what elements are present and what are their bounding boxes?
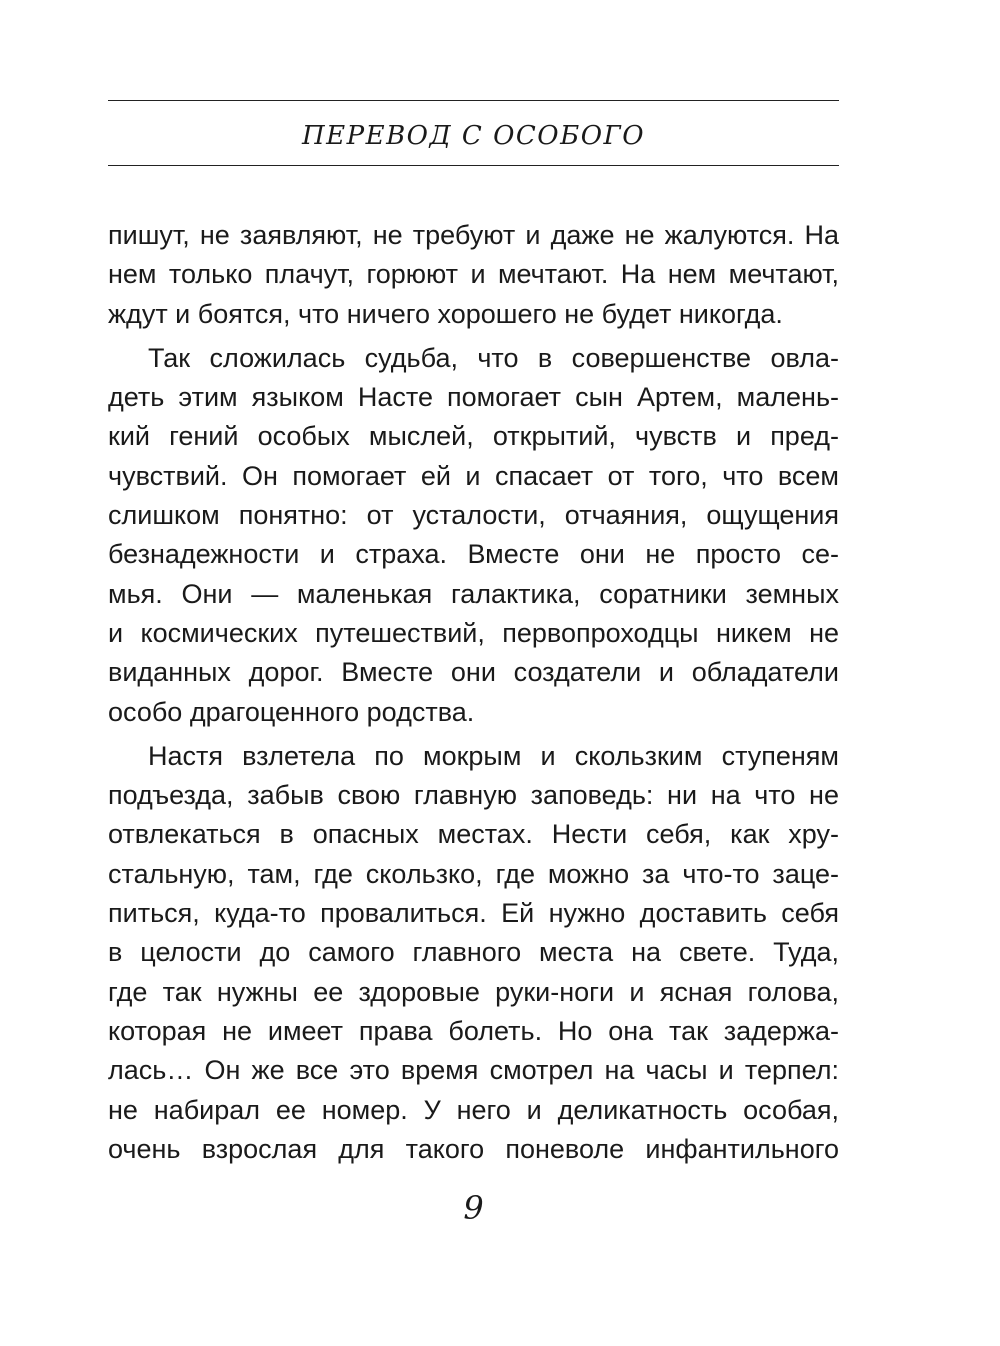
text-line: чувствий. Он помогает ей и спасает от того, что всем — [108, 460, 839, 491]
text-line: слишком понятно: от усталости, отчаяния, ощущения — [108, 500, 839, 531]
page-number: 9 — [463, 1189, 484, 1227]
text-line: в целости до самого главного места на свете. Туда, — [108, 937, 839, 968]
text-line: не набирал ее номер. У него и деликатность особая, — [108, 1094, 839, 1125]
text-line: нем только плачут, горюют и мечтают. На нем мечтают, — [108, 259, 839, 290]
text-line: кий гений особых мыслей, открытий, чувств и пред- — [108, 421, 839, 452]
text-line: особо драгоценного родства. — [108, 696, 475, 727]
text-line: питься, куда-то провалиться. Ей нужно доставить себя — [108, 898, 839, 929]
text-line: мья. Они — маленькая галактика, соратники земных — [108, 578, 839, 609]
text-line: безнадежности и страха. Вместе они не просто се- — [108, 539, 839, 570]
text-line: ждут и боятся, что ничего хорошего не будет никогда. — [108, 298, 783, 329]
header-rule-bottom — [108, 165, 839, 166]
header-rule-top — [108, 100, 839, 101]
text-line: виданных дорог. Вместе они создатели и обладатели — [108, 657, 839, 688]
text-line: лась… Он же все это время смотрел на часы и терпел: — [108, 1055, 839, 1086]
text-line: деть этим языком Насте помогает сын Артем, малень- — [108, 382, 839, 413]
text-line: где так нужны ее здоровые руки-ноги и ясная голова, — [108, 976, 839, 1007]
text-line: Так сложилась судьба, что в совершенстве овла- — [148, 342, 839, 373]
text-line: которая не имеет права болеть. Но она так задержа- — [108, 1015, 839, 1046]
text-line: очень взрослая для такого поневоле инфантильного — [108, 1133, 839, 1164]
running-head: ПЕРЕВОД С ОСОБОГО — [301, 121, 646, 151]
text-line: пишут, не заявляют, не требуют и даже не жалуются. На — [108, 220, 839, 250]
text-line: подъезда, забыв свою главную заповедь: ни на что не — [108, 780, 839, 811]
text-line: стальную, там, где скользко, где можно за что-то заце- — [108, 858, 839, 889]
body-text — [108, 216, 839, 1169]
text-line: отвлекаться в опасных местах. Нести себя, как хру- — [108, 819, 839, 850]
text-line: Настя взлетела по мокрым и скользким ступеням — [148, 740, 839, 771]
text-line: и космических путешествий, первопроходцы никем не — [108, 617, 839, 648]
